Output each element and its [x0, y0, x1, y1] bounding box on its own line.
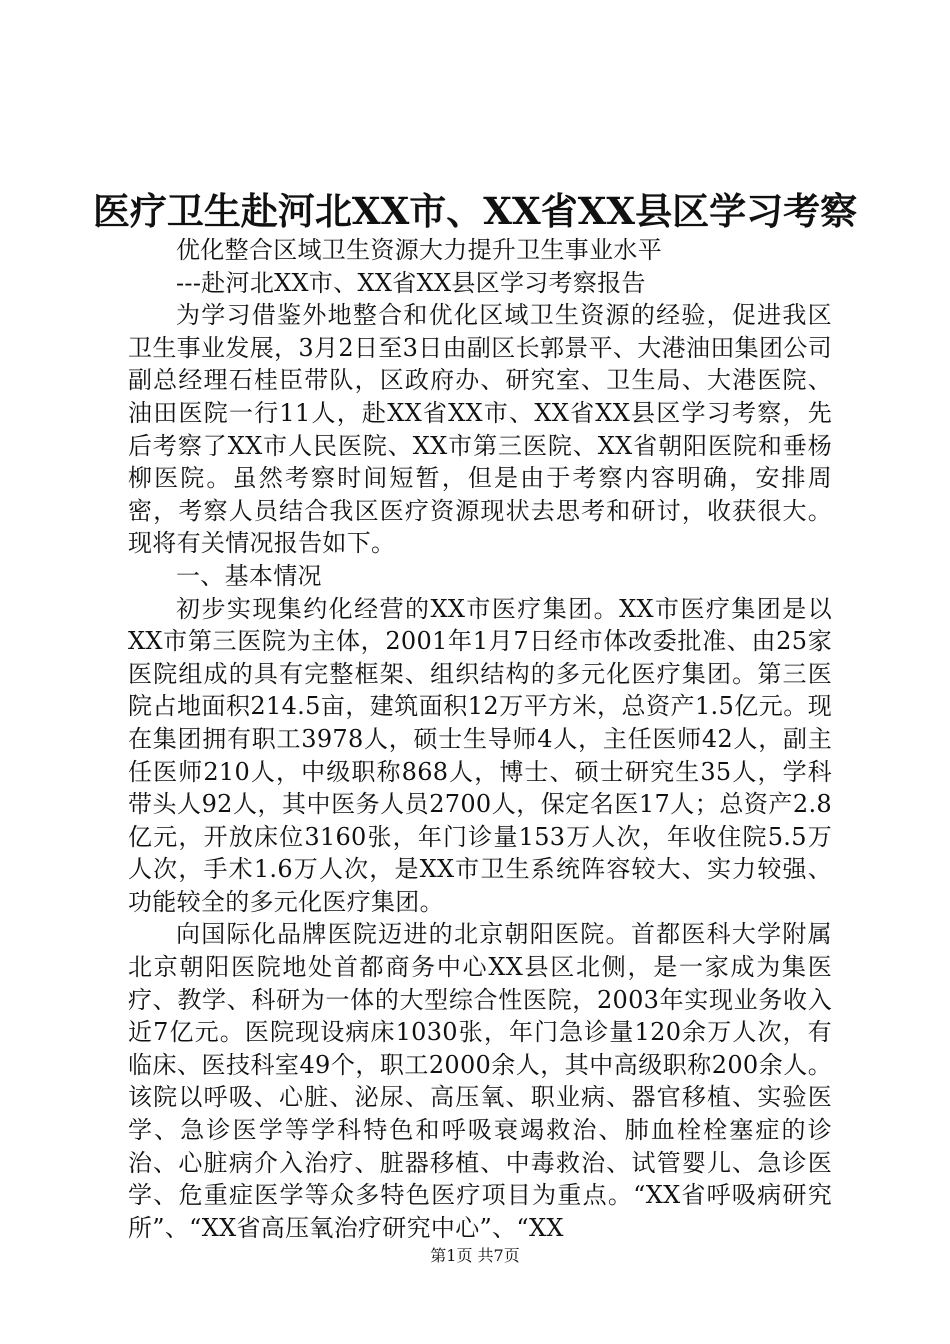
- page-number-footer: 第1页 共7页: [430, 1246, 520, 1265]
- paragraph-medical-group: 初步实现集约化经营的XX市医疗集团。XX市医疗集团是以XX市第三医院为主体，2001年1月7日经市体改委批准、由25家医院组成的具有完整框架、组织结构的多元化医疗集团。第三医院占地面积214.5亩，建筑面积12万平方米，总资产1.5亿元。现在集团拥有职工3978人，硕士生导师4人，主任医师42人，副主任医师210人，中级职称868人，博士、硕士研究生35人，学科带头人92人，其中医务人员2700人，保定名医17人；总资产2.8亿元，开放床位3160张，年门诊量153万人次，年收住院5.5万人次，手术1.6万人次，是XX市卫生系统阵容较大、实力较强、功能较全的多元化医疗集团。: [128, 594, 832, 916]
- subtitle-line-2: ---赴河北XX市、XX省XX县区学习考察报告: [176, 268, 646, 297]
- document-title: 医疗卫生赴河北XX市、XX省XX县区学习考察: [92, 189, 858, 233]
- section-heading-basic-situation: 一、基本情况: [176, 561, 322, 590]
- paragraph-chaoyang-hospital: 向国际化品牌医院迈进的北京朝阳医院。首都医科大学附属北京朝阳医院地处首都商务中心XX县区北侧，是一家成为集医疗、教学、科研为一体的大型综合性医院，2003年实现业务收入近7亿元。医院现设病床1030张，年门急诊量120余万人次，有临床、医技科室49个，职工2000余人，其中高级职称200余人。该院以呼吸、心脏、泌尿、高压氧、职业病、器官移植、实验医学、急诊医学等学科特色和呼吸衰竭救治、肺血栓栓塞症的诊治、心脏病介入治疗、脏器移植、中毒救治、试管婴儿、急诊医学、危重症医学等众多特色医疗项目为重点。“XX省呼吸病研究所”、“XX省高压氧治疗研究中心”、“XX: [128, 920, 832, 1242]
- paragraph-intro: 为学习借鉴外地整合和优化区域卫生资源的经验，促进我区卫生事业发展，3月2日至3日由副区长郭景平、大港油田集团公司副总经理石桂臣带队，区政府办、研究室、卫生局、大港医院、油田医院一行11人，赴XX省XX市、XX省XX县区学习考察，先后考察了XX市人民医院、XX市第三医院、XX省朝阳医院和垂杨柳医院。虽然考察时间短暂，但是由于考察内容明确，安排周密，考察人员结合我区医疗资源现状去思考和研讨，收获很大。现将有关情况报告如下。: [128, 301, 832, 558]
- document-body: [128, 234, 832, 1244]
- subtitle-line-1: 优化整合区域卫生资源大力提升卫生事业水平: [176, 236, 662, 264]
